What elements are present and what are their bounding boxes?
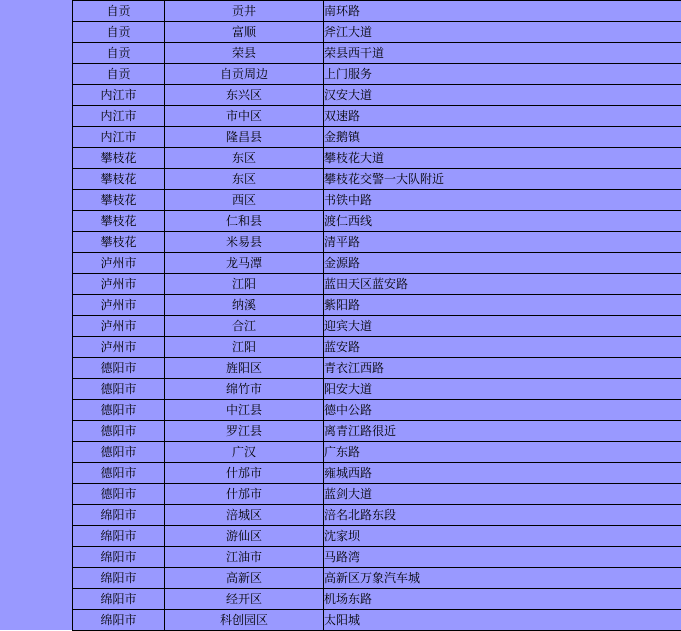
district-cell: 经开区: [165, 589, 324, 610]
district-cell: 旌阳区: [165, 358, 324, 379]
city-cell: 德阳市: [73, 379, 165, 400]
district-cell: 什邡市: [165, 484, 324, 505]
address-cell: 金源路: [324, 253, 681, 274]
city-cell: 绵阳市: [73, 547, 165, 568]
district-cell: 仁和县: [165, 211, 324, 232]
city-cell: 绵阳市: [73, 526, 165, 547]
city-cell: 泸州市: [73, 253, 165, 274]
address-cell: 金鹅镇: [324, 127, 681, 148]
table-row: [73, 295, 681, 316]
district-cell: 东兴区: [165, 85, 324, 106]
district-cell: 科创园区: [165, 610, 324, 631]
address-cell: 汉安大道: [324, 85, 681, 106]
city-cell: 自贡: [73, 1, 165, 22]
location-table: [72, 0, 681, 631]
address-cell: 太阳城: [324, 610, 681, 631]
city-cell: 绵阳市: [73, 589, 165, 610]
address-cell: 德中公路: [324, 400, 681, 421]
district-cell: 罗江县: [165, 421, 324, 442]
city-cell: 自贡: [73, 64, 165, 85]
address-cell: 蓝田天区蓝安路: [324, 274, 681, 295]
left-margin-panel: [0, 0, 72, 630]
district-cell: 合江: [165, 316, 324, 337]
city-cell: 内江市: [73, 106, 165, 127]
address-cell: 离青江路很近: [324, 421, 681, 442]
city-cell: 内江市: [73, 85, 165, 106]
table-row: [73, 274, 681, 295]
district-cell: 游仙区: [165, 526, 324, 547]
table-row: [73, 337, 681, 358]
address-cell: 蓝安路: [324, 337, 681, 358]
table-row: [73, 379, 681, 400]
table-row: [73, 232, 681, 253]
table-row: [73, 190, 681, 211]
table-row: [73, 211, 681, 232]
table-row: [73, 589, 681, 610]
address-cell: 机场东路: [324, 589, 681, 610]
city-cell: 内江市: [73, 127, 165, 148]
city-cell: 德阳市: [73, 484, 165, 505]
table-row: [73, 505, 681, 526]
table-row: [73, 1, 681, 22]
city-cell: 泸州市: [73, 337, 165, 358]
table-row: [73, 127, 681, 148]
address-cell: 迎宾大道: [324, 316, 681, 337]
district-cell: 富顺: [165, 22, 324, 43]
city-cell: 德阳市: [73, 421, 165, 442]
table-row: [73, 547, 681, 568]
city-cell: 德阳市: [73, 442, 165, 463]
address-cell: 书铁中路: [324, 190, 681, 211]
city-cell: 德阳市: [73, 400, 165, 421]
district-cell: 荣县: [165, 43, 324, 64]
table-row: [73, 43, 681, 64]
district-cell: 什邡市: [165, 463, 324, 484]
city-cell: 自贡: [73, 22, 165, 43]
district-cell: 广汉: [165, 442, 324, 463]
table-row: [73, 22, 681, 43]
city-cell: 攀枝花: [73, 148, 165, 169]
table-row: [73, 400, 681, 421]
address-cell: 双速路: [324, 106, 681, 127]
district-cell: 高新区: [165, 568, 324, 589]
district-cell: 西区: [165, 190, 324, 211]
city-cell: 德阳市: [73, 463, 165, 484]
table-row: [73, 463, 681, 484]
address-cell: 青衣江西路: [324, 358, 681, 379]
table-body: [73, 1, 681, 631]
table-row: [73, 85, 681, 106]
city-cell: 攀枝花: [73, 232, 165, 253]
table-row: [73, 484, 681, 505]
address-cell: 上门服务: [324, 64, 681, 85]
address-cell: 斧江大道: [324, 22, 681, 43]
table-row: [73, 169, 681, 190]
address-cell: 荣县西干道: [324, 43, 681, 64]
table-row: [73, 610, 681, 631]
district-cell: 市中区: [165, 106, 324, 127]
table-row: [73, 358, 681, 379]
city-cell: 泸州市: [73, 295, 165, 316]
district-cell: 隆昌县: [165, 127, 324, 148]
address-cell: 蓝剑大道: [324, 484, 681, 505]
district-cell: 中江县: [165, 400, 324, 421]
address-cell: 广东路: [324, 442, 681, 463]
city-cell: 泸州市: [73, 274, 165, 295]
city-cell: 泸州市: [73, 316, 165, 337]
district-cell: 龙马潭: [165, 253, 324, 274]
address-cell: 紫阳路: [324, 295, 681, 316]
table-row: [73, 316, 681, 337]
table-row: [73, 526, 681, 547]
address-cell: 阳安大道: [324, 379, 681, 400]
address-cell: 高新区万象汽车城: [324, 568, 681, 589]
table-row: [73, 421, 681, 442]
city-cell: 攀枝花: [73, 190, 165, 211]
city-cell: 绵阳市: [73, 568, 165, 589]
district-cell: 东区: [165, 148, 324, 169]
district-cell: 米易县: [165, 232, 324, 253]
table-row: [73, 442, 681, 463]
city-cell: 德阳市: [73, 358, 165, 379]
district-cell: 绵竹市: [165, 379, 324, 400]
district-cell: 江油市: [165, 547, 324, 568]
table-row: [73, 64, 681, 85]
city-cell: 绵阳市: [73, 505, 165, 526]
address-cell: 攀枝花大道: [324, 148, 681, 169]
district-cell: 自贡周边: [165, 64, 324, 85]
city-cell: 自贡: [73, 43, 165, 64]
table-row: [73, 106, 681, 127]
table-row: [73, 253, 681, 274]
district-cell: 涪城区: [165, 505, 324, 526]
city-cell: 攀枝花: [73, 211, 165, 232]
address-cell: 渡仁西线: [324, 211, 681, 232]
city-cell: 攀枝花: [73, 169, 165, 190]
address-cell: 涪名北路东段: [324, 505, 681, 526]
district-cell: 江阳: [165, 274, 324, 295]
address-cell: 南环路: [324, 1, 681, 22]
district-cell: 贡井: [165, 1, 324, 22]
address-cell: 清平路: [324, 232, 681, 253]
district-cell: 东区: [165, 169, 324, 190]
table-row: [73, 568, 681, 589]
address-cell: 沈家坝: [324, 526, 681, 547]
city-cell: 绵阳市: [73, 610, 165, 631]
district-cell: 江阳: [165, 337, 324, 358]
address-cell: 马路湾: [324, 547, 681, 568]
address-cell: 雍城西路: [324, 463, 681, 484]
district-cell: 纳溪: [165, 295, 324, 316]
address-cell: 攀枝花交警一大队附近: [324, 169, 681, 190]
table-row: [73, 148, 681, 169]
